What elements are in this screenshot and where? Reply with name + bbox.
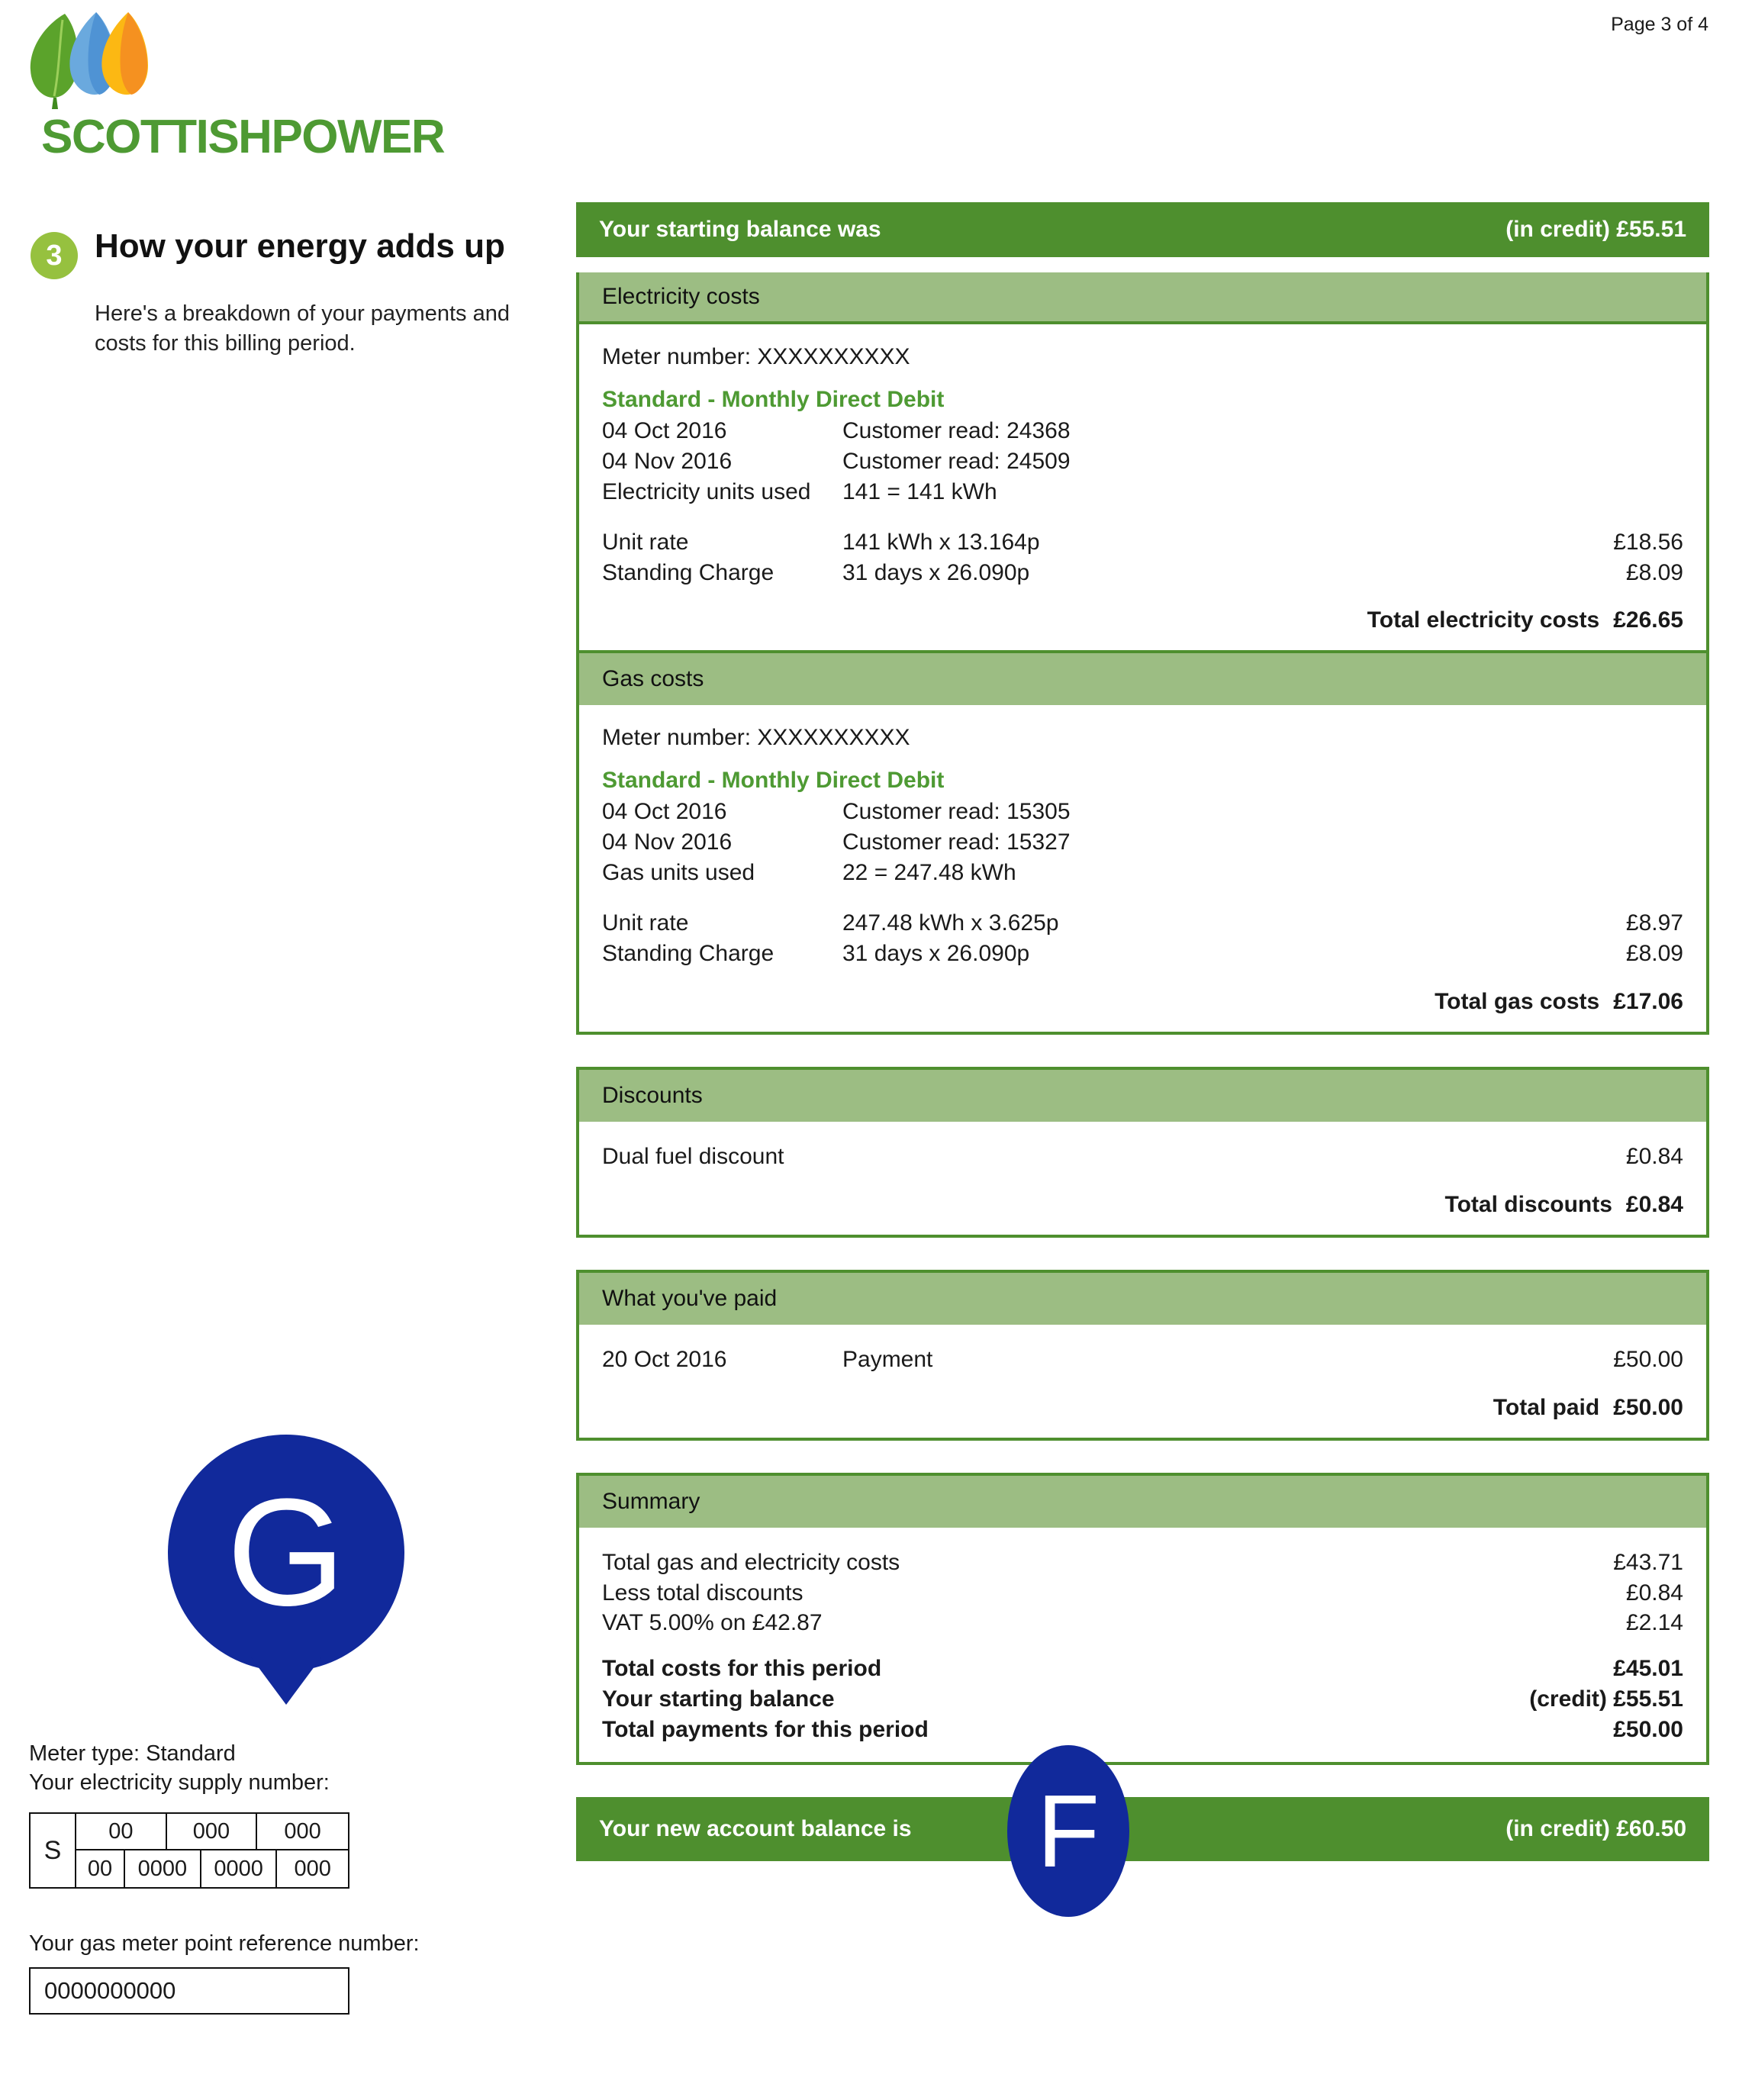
mpan-cell: 0000 xyxy=(201,1850,278,1887)
section-title: How your energy adds up xyxy=(95,227,505,265)
starting-balance-bar xyxy=(576,202,1709,257)
discounts-panel xyxy=(576,1067,1709,1238)
summary-label: Total payments for this period xyxy=(602,1717,929,1743)
scottishpower-logo xyxy=(23,8,481,161)
gas-mprn-label: Your gas meter point reference number: xyxy=(29,1931,420,1957)
mpan-cell: 000 xyxy=(167,1814,258,1849)
units-label: Gas units used xyxy=(602,860,755,886)
charge-label: Unit rate xyxy=(602,529,689,555)
gas-pin-tail-icon xyxy=(251,1657,321,1705)
mpan-cell: 000 xyxy=(294,1856,331,1881)
spacer xyxy=(602,1638,1683,1654)
read-detail: Customer read: 24509 xyxy=(842,448,1071,474)
summary-label: VAT 5.00% on £42.87 xyxy=(602,1610,823,1636)
logo-wordmark: SCOTTISHPOWER xyxy=(41,111,445,163)
summary-header: Summary xyxy=(579,1476,1706,1528)
summary-label: Total costs for this period xyxy=(602,1656,882,1682)
summary-bold-line xyxy=(602,1715,1683,1745)
spacer xyxy=(602,507,1683,527)
summary-label: Less total discounts xyxy=(602,1580,803,1606)
payment-date: 20 Oct 2016 xyxy=(602,1346,727,1372)
summary-amount: £45.01 xyxy=(1613,1656,1683,1682)
gas-charge-row xyxy=(602,939,1683,969)
electricity-costs-body xyxy=(579,324,1706,650)
discounts-total-label: Total discounts xyxy=(1444,1191,1612,1217)
electricity-read-row xyxy=(602,446,1683,477)
discounts-total-amount: £0.84 xyxy=(1625,1191,1683,1217)
charge-calc: 31 days x 26.090p xyxy=(842,559,1030,585)
summary-label: Total gas and electricity costs xyxy=(602,1549,900,1575)
payments-total-label: Total paid xyxy=(1493,1394,1600,1420)
discounts-header: Discounts xyxy=(579,1070,1706,1122)
gas-tariff: Standard - Monthly Direct Debit xyxy=(602,768,945,794)
charge-amount: £18.56 xyxy=(1613,529,1683,555)
payments-total-row xyxy=(602,1395,1683,1421)
charge-amount: £8.09 xyxy=(1625,941,1683,967)
gas-read-row xyxy=(602,827,1683,858)
read-detail: Customer read: 24368 xyxy=(842,418,1071,443)
payments-header: What you've paid xyxy=(579,1273,1706,1325)
logo-leaf-droplet-flame-icon xyxy=(23,8,160,111)
mpan-top-row xyxy=(76,1814,348,1850)
read-date: 04 Nov 2016 xyxy=(602,448,733,474)
gas-marker-pin xyxy=(168,1435,404,1671)
electricity-supply-label: Your electricity supply number: xyxy=(29,1770,330,1795)
electricity-charge-row xyxy=(602,527,1683,558)
gas-pin-letter: G xyxy=(227,1467,346,1638)
payment-label: Payment xyxy=(842,1346,933,1372)
final-balance-marker-badge: F xyxy=(1007,1745,1129,1917)
page-indicator: Page 3 of 4 xyxy=(1611,14,1708,35)
meter-type-line: Meter type: Standard xyxy=(29,1741,236,1766)
units-label: Electricity units used xyxy=(602,478,811,504)
summary-line xyxy=(602,1548,1683,1578)
electricity-total-row xyxy=(602,607,1683,633)
discount-row xyxy=(602,1142,1683,1172)
gas-read-row xyxy=(602,797,1683,827)
section-heading xyxy=(31,229,565,279)
summary-amount: £0.84 xyxy=(1625,1580,1683,1606)
gas-mprn-value-box: 0000000000 xyxy=(29,1967,349,2015)
discounts-total-row xyxy=(602,1192,1683,1218)
mpan-rows xyxy=(76,1814,348,1887)
electricity-tariff: Standard - Monthly Direct Debit xyxy=(602,387,945,412)
read-detail: Customer read: 15305 xyxy=(842,799,1071,825)
right-column xyxy=(576,202,1709,1889)
electricity-units-row xyxy=(602,477,1683,507)
section-intro-text: Here's a breakdown of your payments and costs for this billing period. xyxy=(95,301,510,356)
electricity-meter-number: Meter number: XXXXXXXXXX xyxy=(602,344,910,369)
read-date: 04 Oct 2016 xyxy=(602,799,727,825)
payment-amount: £50.00 xyxy=(1613,1346,1683,1372)
payment-row xyxy=(602,1345,1683,1375)
mpan-cell: 000 xyxy=(284,1818,321,1844)
mpan-cell: 00 xyxy=(76,1850,125,1887)
discounts-body xyxy=(579,1122,1706,1235)
mpan-prefix-cell: S xyxy=(31,1814,76,1887)
gas-costs-header: Gas costs xyxy=(579,653,1706,705)
gas-total-row xyxy=(602,989,1683,1015)
mpan-cell: 0000 xyxy=(125,1850,201,1887)
new-account-balance-bar xyxy=(576,1797,1709,1861)
summary-amount: £43.71 xyxy=(1613,1549,1683,1575)
spacer xyxy=(602,888,1683,908)
charge-label: Unit rate xyxy=(602,910,689,936)
section-number-badge: 3 xyxy=(31,232,78,279)
discount-amount: £0.84 xyxy=(1625,1143,1683,1169)
charge-calc: 31 days x 26.090p xyxy=(842,941,1030,967)
charge-label: Standing Charge xyxy=(602,941,774,967)
left-column xyxy=(31,229,565,358)
starting-balance-value: (in credit) £55.51 xyxy=(1506,217,1686,242)
electricity-read-row xyxy=(602,416,1683,446)
read-detail: Customer read: 15327 xyxy=(842,829,1071,855)
meter-information xyxy=(29,1740,563,2015)
payments-body xyxy=(579,1325,1706,1438)
charge-calc: 247.48 kWh x 3.625p xyxy=(842,910,1059,936)
gas-meter-number: Meter number: XXXXXXXXXX xyxy=(602,725,910,751)
summary-body xyxy=(579,1528,1706,1762)
gas-total-amount: £17.06 xyxy=(1613,988,1683,1014)
summary-panel xyxy=(576,1473,1709,1765)
charge-calc: 141 kWh x 13.164p xyxy=(842,529,1040,555)
final-balance-section xyxy=(576,1773,1709,1889)
mpan-cell: 00 xyxy=(76,1814,167,1849)
gas-pin-circle xyxy=(168,1435,404,1671)
summary-amount: £2.14 xyxy=(1625,1610,1683,1636)
summary-bold-line xyxy=(602,1654,1683,1684)
read-date: 04 Oct 2016 xyxy=(602,418,727,443)
summary-line xyxy=(602,1578,1683,1609)
summary-label: Your starting balance xyxy=(602,1686,835,1712)
electricity-total-amount: £26.65 xyxy=(1613,607,1683,633)
electricity-charge-row xyxy=(602,558,1683,588)
charge-amount: £8.09 xyxy=(1625,559,1683,585)
gas-total-label: Total gas costs xyxy=(1435,988,1600,1014)
discount-label: Dual fuel discount xyxy=(602,1143,784,1169)
new-balance-label: Your new account balance is xyxy=(599,1816,912,1842)
starting-balance-label: Your starting balance was xyxy=(599,217,881,242)
electricity-costs-header: Electricity costs xyxy=(579,272,1706,324)
summary-amount: (credit) £55.51 xyxy=(1529,1686,1683,1712)
read-date: 04 Nov 2016 xyxy=(602,829,733,855)
charge-label: Standing Charge xyxy=(602,559,774,585)
energy-costs-panel xyxy=(576,272,1709,1035)
new-balance-value: (in credit) £60.50 xyxy=(1506,1816,1686,1842)
gas-costs-body xyxy=(579,705,1706,1031)
units-value: 141 = 141 kWh xyxy=(842,478,997,504)
summary-line xyxy=(602,1608,1683,1638)
electricity-total-label: Total electricity costs xyxy=(1367,607,1600,633)
gas-units-row xyxy=(602,858,1683,888)
units-value: 22 = 247.48 kWh xyxy=(842,860,1016,886)
mpan-bottom-row xyxy=(76,1850,348,1887)
payments-panel xyxy=(576,1270,1709,1441)
charge-amount: £8.97 xyxy=(1625,910,1683,936)
summary-amount: £50.00 xyxy=(1613,1717,1683,1743)
summary-bold-line xyxy=(602,1684,1683,1715)
gas-charge-row xyxy=(602,908,1683,939)
mpan-table xyxy=(29,1812,349,1889)
payments-total-amount: £50.00 xyxy=(1613,1394,1683,1420)
